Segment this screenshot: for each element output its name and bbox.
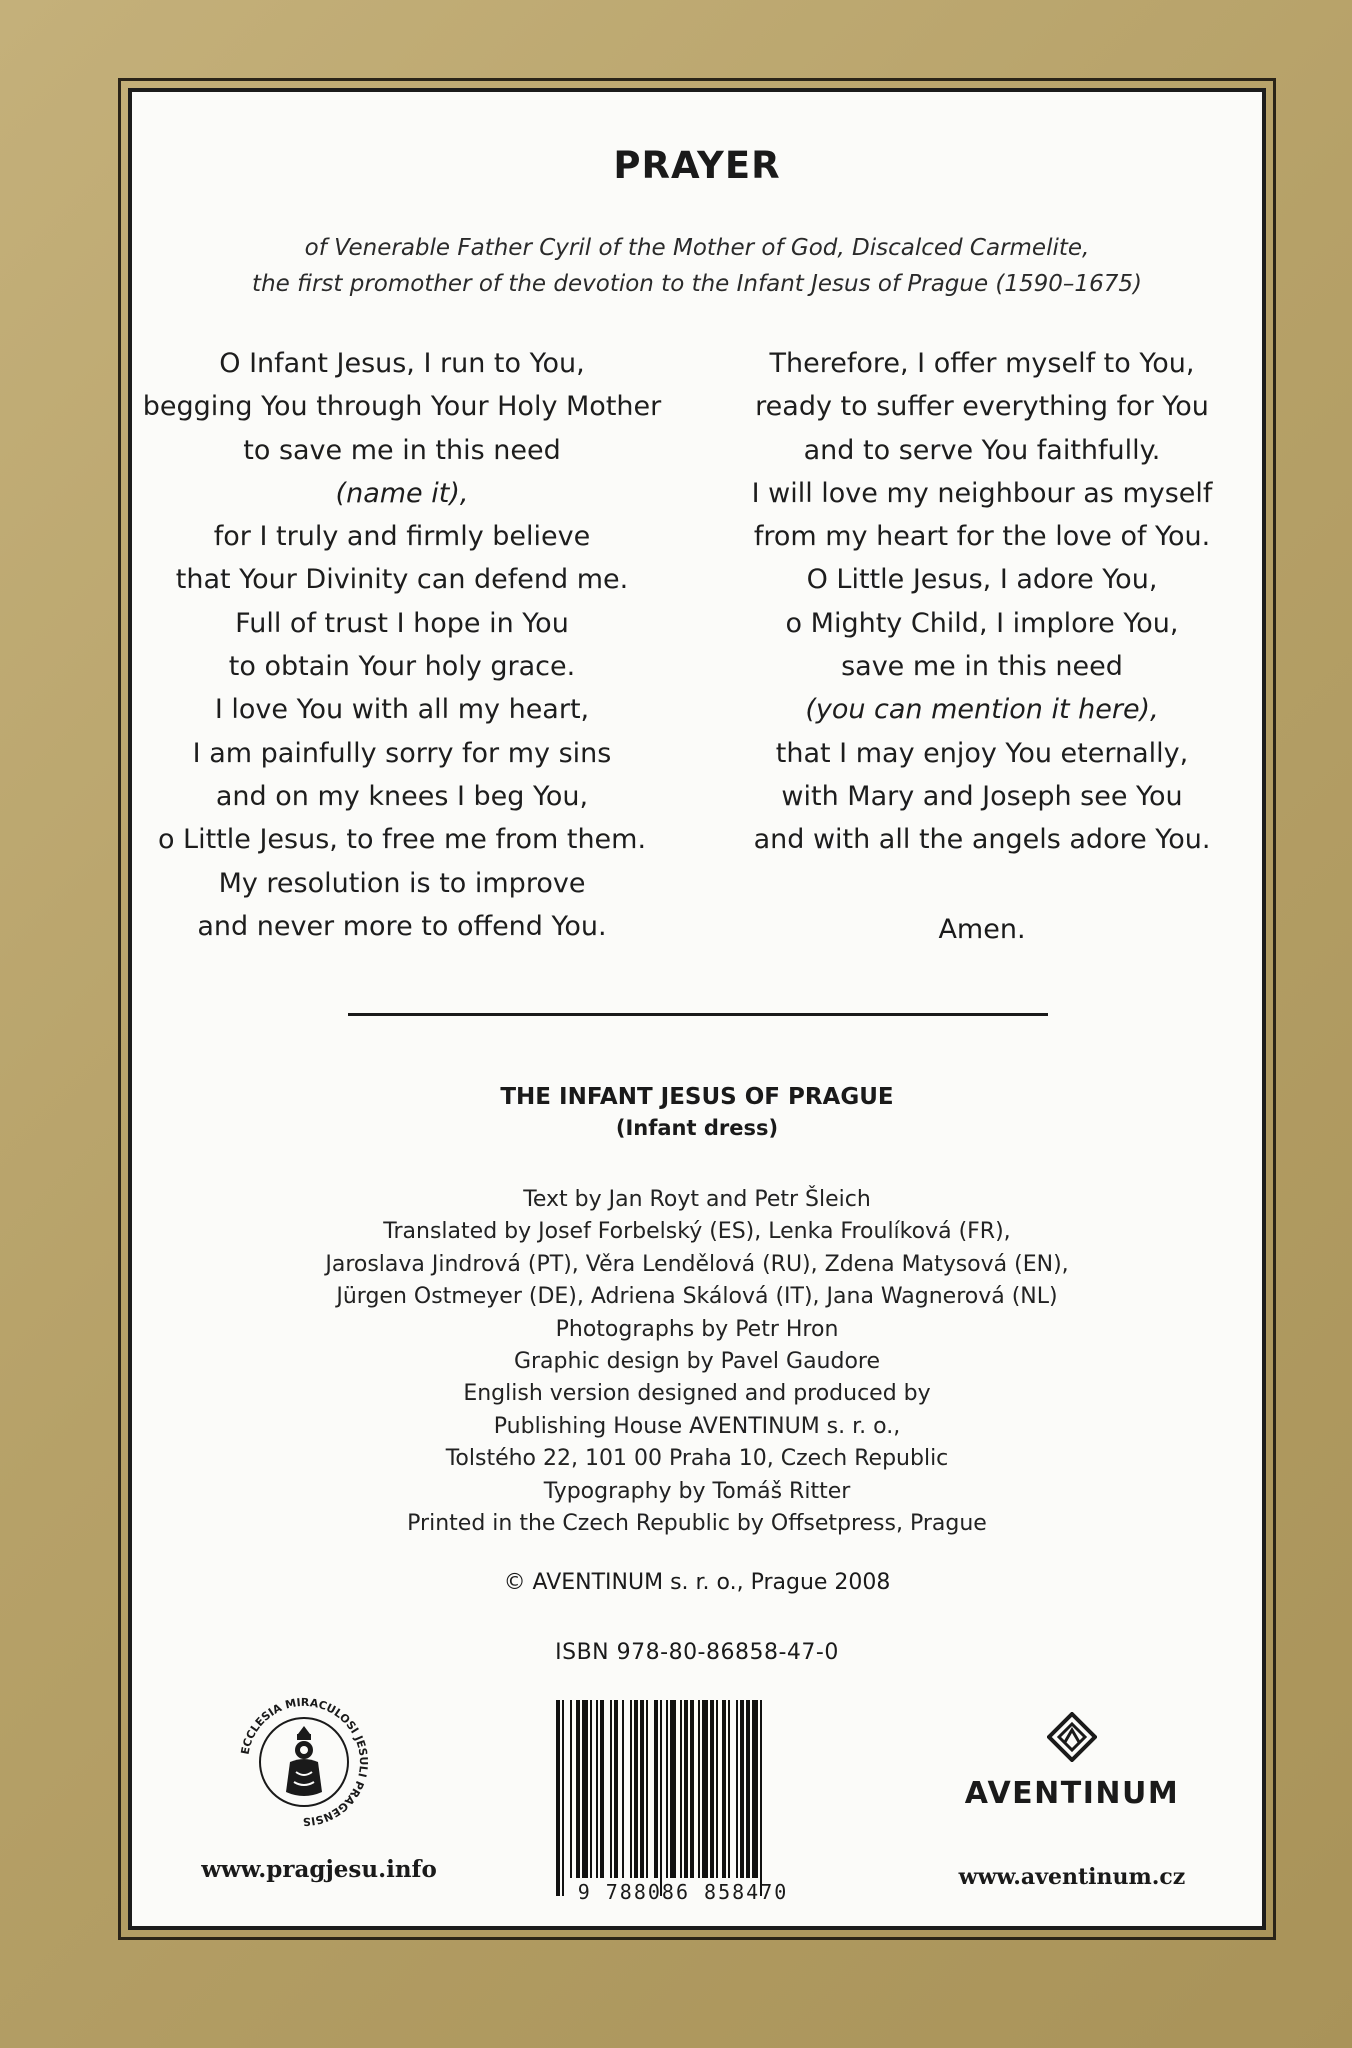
barcode-bar (736, 1700, 738, 1878)
credit-line: Photographs by Petr Hron (555, 1316, 839, 1342)
barcode-bar (630, 1700, 632, 1878)
website-link-pragjesu[interactable]: www.pragjesu.info (201, 1856, 437, 1883)
credit-line: Jaroslava Jindrová (PT), Věra Lendělová (RU), Zdena Matysová (EN), (325, 1251, 1069, 1277)
barcode-bar (610, 1700, 612, 1878)
barcode-bar (716, 1700, 718, 1878)
barcode-bar (634, 1700, 638, 1878)
publisher-logo-text: AVENTINUM (964, 1776, 1180, 1811)
barcode (552, 1700, 814, 1896)
verse-line: from my heart for the love of You. (753, 521, 1211, 553)
credit-line: Tolstého 22, 101 00 Praha 10, Czech Republic (445, 1446, 949, 1472)
barcode-bar (590, 1700, 592, 1878)
barcode-bar (582, 1700, 588, 1878)
verse-line: save me in this need (841, 651, 1123, 683)
credit-line: English version designed and produced by (463, 1381, 931, 1407)
copyright: © AVENTINUM s. r. o., Prague 2008 (503, 1570, 891, 1595)
credits (132, 1184, 1262, 1540)
barcode-bar (654, 1700, 658, 1878)
verse-line: I am painfully sorry for my sins (192, 737, 612, 769)
prayer-title: PRAYER (613, 144, 781, 187)
book-subtitle: (Infant dress) (615, 1116, 779, 1140)
subtitle-line: the first promother of the devotion to the Infant Jesus of Prague (1590–1675) (252, 271, 1142, 297)
verse-line: to save me in this need (243, 434, 561, 466)
credit-line: Printed in the Czech Republic by Offsetpress, Prague (407, 1511, 987, 1537)
prayer-subtitle (132, 230, 1262, 302)
credit-line: Graphic design by Pavel Gaudore (513, 1349, 881, 1375)
barcode-bar (670, 1700, 676, 1878)
verse-line: Full of trust I hope in You (235, 607, 569, 639)
barcode-bar (556, 1700, 560, 1896)
credit-line: Publishing House AVENTINUM s. r. o., (493, 1413, 901, 1439)
barcode-bar (710, 1700, 714, 1878)
verse-line: begging You through Your Holy Mother (142, 391, 662, 423)
isbn: ISBN 978-80-86858-47-0 (555, 1640, 839, 1665)
verse-line: and to serve You faithfully. (803, 434, 1161, 466)
verse-line: that Your Divinity can defend me. (175, 564, 629, 596)
barcode-bar (680, 1700, 682, 1878)
barcode-bar (660, 1700, 662, 1896)
barcode-bar (690, 1700, 694, 1878)
website-link-aventinum[interactable]: www.aventinum.cz (958, 1864, 1186, 1890)
verse-line: and with all the angels adore You. (753, 824, 1211, 856)
barcode-bar (622, 1700, 624, 1878)
verse-line: (name it), (335, 477, 469, 509)
verse-line: ready to suffer everything for You (755, 391, 1209, 423)
verse-line: for I truly and firmly believe (213, 521, 591, 553)
barcode-bar (702, 1700, 708, 1878)
barcode-bar (752, 1700, 758, 1878)
verse-line: I love You with all my heart, (214, 694, 590, 726)
verse-line: My resolution is to improve (218, 867, 586, 899)
verse-line: I will love my neighbour as myself (751, 477, 1213, 509)
barcode-bar (640, 1700, 644, 1878)
credit-line: Translated by Josef Forbelský (ES), Lenka Froulíková (FR), (383, 1219, 1011, 1245)
verse-line: to obtain Your holy grace. (228, 651, 576, 683)
barcode-bar (746, 1700, 750, 1878)
barcode-bar (666, 1700, 668, 1878)
verse-line: Therefore, I offer myself to You, (769, 348, 1195, 379)
aventinum-logo-icon (1047, 1712, 1097, 1762)
amen: Amen. (938, 914, 1026, 945)
prayer-right-column (722, 342, 1242, 862)
verse-line: (you can mention it here), (805, 694, 1159, 726)
credit-line: Jürgen Ostmeyer (DE), Adriena Skálová (IT), Jana Wagnerová (NL) (336, 1284, 1058, 1310)
barcode-bar (722, 1700, 726, 1878)
barcode-bar (740, 1700, 744, 1878)
book-title: THE INFANT JESUS OF PRAGUE (500, 1084, 894, 1110)
verse-line: O Infant Jesus, I run to You, (219, 348, 585, 379)
church-seal-icon (234, 1692, 374, 1832)
barcode-bar (698, 1700, 700, 1878)
barcode-bar (646, 1700, 648, 1878)
verse-line: with Mary and Joseph see You (781, 780, 1183, 812)
prayer-left-column (142, 342, 662, 948)
barcode-bar (570, 1700, 572, 1878)
barcode-bar (684, 1700, 688, 1878)
verse-line: and on my knees I beg You, (215, 780, 589, 812)
verse-line: O Little Jesus, I adore You, (806, 564, 1158, 596)
seal-text: ECCLESIA MIRACULOSI JESULI PRAGENSIS (238, 1695, 371, 1829)
barcode-bar (596, 1700, 598, 1878)
barcode-digits: 9 788086 858470 (577, 1880, 789, 1904)
verse-line: and never more to offend You. (197, 910, 607, 942)
verse-line: that I may enjoy You eternally, (775, 737, 1189, 769)
barcode-bar (614, 1700, 618, 1878)
credit-line: Typography by Tomáš Ritter (543, 1478, 851, 1504)
barcode-bar (562, 1700, 564, 1896)
text-panel (128, 88, 1266, 1930)
subtitle-line: of Venerable Father Cyril of the Mother of God, Discalced Carmelite, (304, 235, 1090, 261)
barcode-bar (728, 1700, 730, 1878)
verse-line: o Mighty Child, I implore You, (785, 607, 1179, 639)
section-divider (348, 1013, 1048, 1016)
barcode-bar (600, 1700, 604, 1878)
barcode-bar (576, 1700, 580, 1878)
barcode-bar (760, 1700, 762, 1896)
verse-line: o Little Jesus, to free me from them. (157, 824, 647, 856)
credit-line: Text by Jan Royt and Petr Šleich (523, 1187, 871, 1212)
